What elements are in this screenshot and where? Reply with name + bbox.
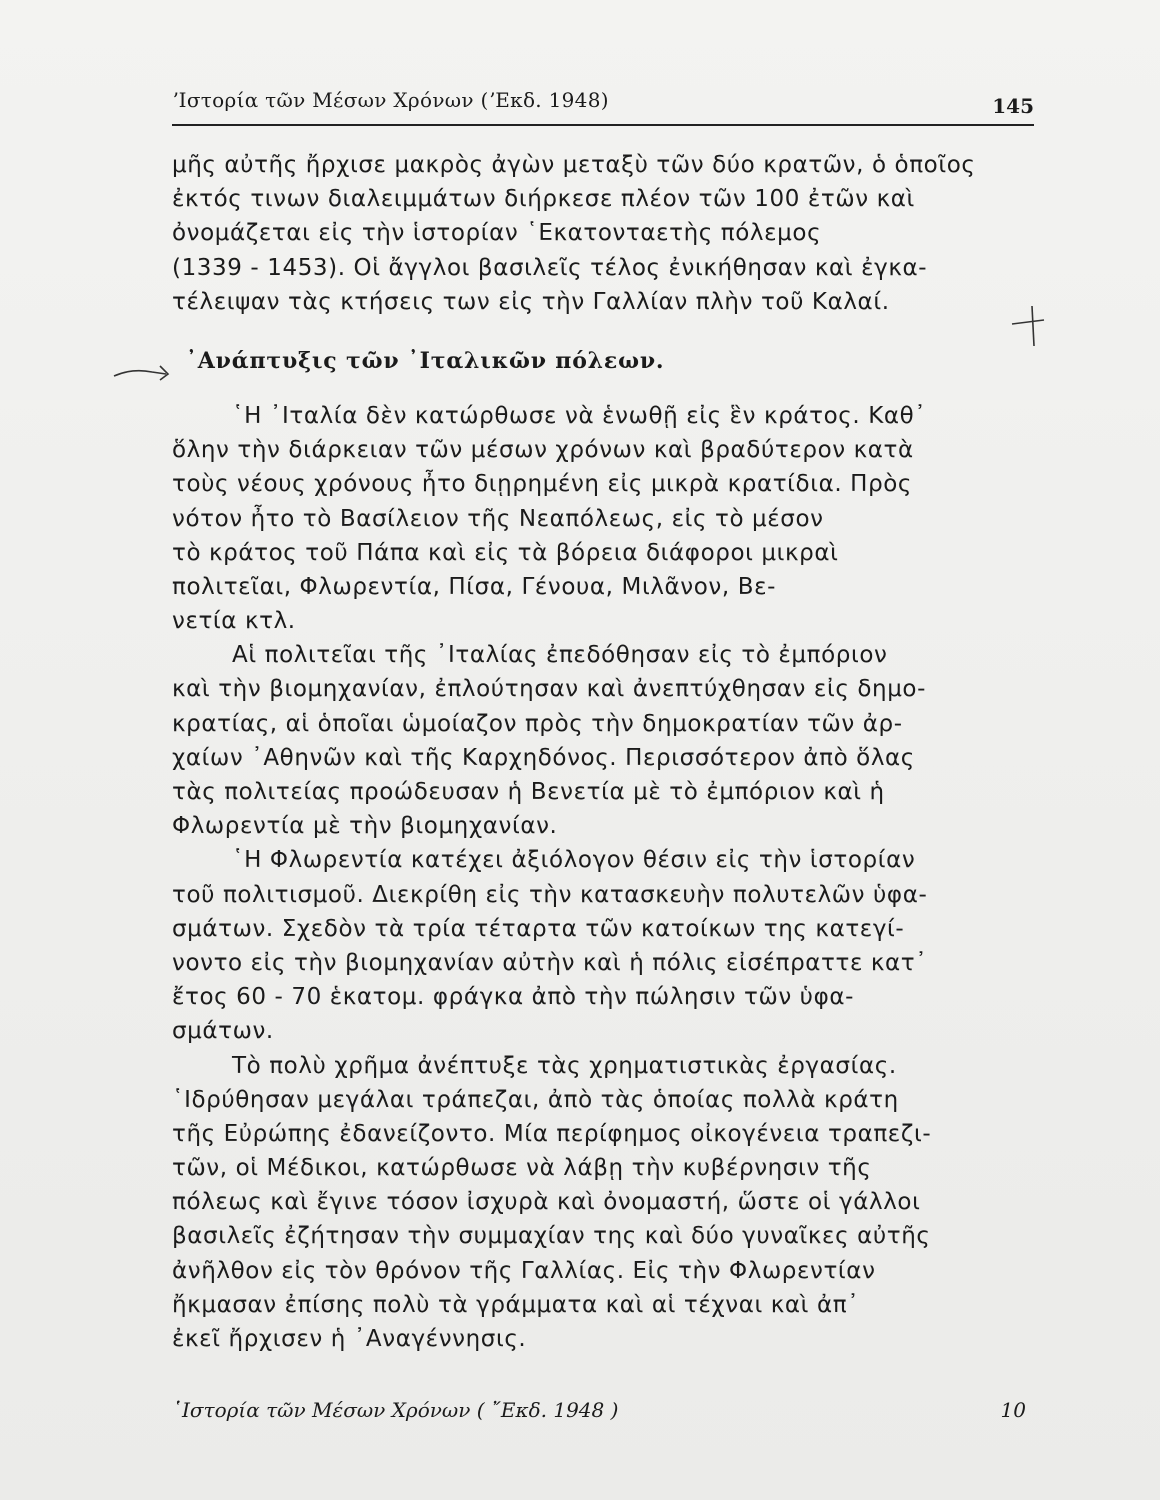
text-line: Αἱ πολιτεῖαι τῆς ᾿Ιταλίας ἐπεδόθησαν εἰς τὸ ἐμπόριον <box>232 642 888 669</box>
text-line: Τὸ πολὺ χρῆμα ἀνέπτυξε τὰς χρηματιστικὰς ἐργασίας. <box>232 1052 897 1079</box>
text-line: ἐκτός τινων διαλειμμάτων διήρκεσε πλέον τῶν 100 ἐτῶν καὶ <box>172 186 915 213</box>
text-line: τῶν, οἱ Μέδικοι, κατώρθωσε νὰ λάβῃ τὴν κυβέρνησιν τῆς <box>172 1155 872 1182</box>
section-heading: ᾿Ανάπτυξις τῶν ᾿Ιταλικῶν πόλεων. <box>186 347 665 374</box>
text-line: τὰς πολιτείας προώδευσαν ἡ Βενετία μὲ τὸ ἐμπόριον καὶ ἡ <box>172 779 885 805</box>
text-line: σμάτων. <box>172 1018 274 1045</box>
text-line: πόλεως καὶ ἔγινε τόσον ἰσχυρὰ καὶ ὀνομαστή, ὥστε οἱ γάλλοι <box>172 1189 921 1216</box>
text-line: ἤκμασαν ἐπίσης πολὺ τὰ γράμματα καὶ αἱ τέχναι καὶ ἀπ᾿ <box>172 1291 860 1318</box>
text-line: ῾Ιδρύθησαν μεγάλαι τράπεζαι, ἀπὸ τὰς ὁποίας πολλὰ κράτη <box>172 1086 899 1113</box>
text-line: σμάτων. Σχεδὸν τὰ τρία τέταρτα τῶν κατοίκων της κατεγί- <box>172 915 905 942</box>
header-title: ʼΙστορία τῶν Μέσων Χρόνων (ʼΕκδ. 1948) <box>172 88 609 112</box>
text-line: τὸ κράτος τοῦ Πάπα καὶ εἰς τὰ βόρεια διάφοροι μικραὶ <box>172 539 839 566</box>
footer-title: ῾Ιστορία τῶν Μέσων Χρόνων ( ῎Εκδ. 1948 ) <box>172 1398 619 1422</box>
text-line: ῾Η Φλωρεντία κατέχει ἀξιόλογον θέσιν εἰς τὴν ἱστορίαν <box>232 847 916 874</box>
running-header <box>172 86 1034 126</box>
text-line: κρατίας, αἱ ὁποῖαι ὡμοίαζον πρὸς τὴν δημοκρατίαν τῶν ἀρ- <box>172 710 903 737</box>
text-line: ἀνῆλθον εἰς τὸν θρόνον τῆς Γαλλίας. Εἰς τὴν Φλωρεντίαν <box>172 1257 876 1284</box>
text-line: τέλειψαν τὰς κτήσεις των εἰς τὴν Γαλλίαν πλὴν τοῦ Καλαί. <box>172 288 890 315</box>
text-line: ἐκεῖ ἤρχισεν ἡ ᾿Αναγέννησις. <box>172 1326 527 1352</box>
paragraph-4 <box>172 843 1034 1048</box>
text-line: ὀνομάζεται εἰς τὴν ἱστορίαν ῾Εκατονταετὴς πόλεμος <box>172 220 822 247</box>
page-number: 145 <box>992 94 1034 118</box>
paragraph-5 <box>172 1049 1034 1357</box>
paragraph-2 <box>172 399 1034 638</box>
running-footer <box>172 1398 1034 1430</box>
body-text <box>172 148 1034 1356</box>
pen-arrow-mark-icon <box>112 358 172 388</box>
text-line: τοὺς νέους χρόνους ἦτο διῃρημένη εἰς μικρὰ κρατίδια. Πρὸς <box>172 471 913 498</box>
text-line: βασιλεῖς ἐζήτησαν τὴν συμμαχίαν της καὶ δύο γυναῖκες αὐτῆς <box>172 1223 931 1250</box>
text-line: τῆς Εὐρώπης ἐδανείζοντο. Μία περίφημος οἰκογένεια τραπεζι- <box>172 1120 932 1147</box>
text-line: νετία κτλ. <box>172 608 296 635</box>
text-line: ἔτος 60 - 70 ἑκατομ. φράγκα ἀπὸ τὴν πώλησιν τῶν ὑφα- <box>172 984 855 1011</box>
text-line: χαίων ᾿Αθηνῶν καὶ τῆς Καρχηδόνος. Περισσότερον ἀπὸ ὅλας <box>172 744 915 771</box>
text-line: (1339 - 1453). Οἱ ἄγγλοι βασιλεῖς τέλος ἐνικήθησαν καὶ ἐγκα- <box>172 254 928 281</box>
text-line: τοῦ πολιτισμοῦ. Διεκρίθη εἰς τὴν κατασκευὴν πολυτελῶν ὑφα- <box>172 881 928 908</box>
signature-number: 10 <box>1000 1398 1026 1422</box>
text-line: ῾Η ᾿Ιταλία δὲν κατώρθωσε νὰ ἑνωθῇ εἰς ἓν κράτος. Καθ᾿ <box>232 402 927 429</box>
text-line: νότον ἦτο τὸ Βασίλειον τῆς Νεαπόλεως, εἰς τὸ μέσον <box>172 505 824 532</box>
text-line: πολιτεῖαι, Φλωρεντία, Πίσα, Γένουα, Μιλᾶνον, Βε- <box>172 573 777 600</box>
text-line: καὶ τὴν βιομηχανίαν, ἐπλούτησαν καὶ ἀνεπτύχθησαν εἰς δημο- <box>172 676 926 703</box>
text-line: νοντο εἰς τὴν βιομηχανίαν αὐτὴν καὶ ἡ πόλις εἰσέπραττε κατ᾿ <box>172 949 928 976</box>
paragraph-3 <box>172 638 1034 843</box>
text-line: Φλωρεντία μὲ τὴν βιομηχανίαν. <box>172 813 558 840</box>
text-line: μῆς αὐτῆς ἤρχισε μακρὸς ἀγὼν μεταξὺ τῶν δύο κρατῶν, ὁ ὁποῖος <box>172 152 976 178</box>
paragraph-1 <box>172 148 1034 319</box>
text-line: ὅλην τὴν διάρκειαν τῶν μέσων χρόνων καὶ βραδύτερον κατὰ <box>172 437 914 464</box>
